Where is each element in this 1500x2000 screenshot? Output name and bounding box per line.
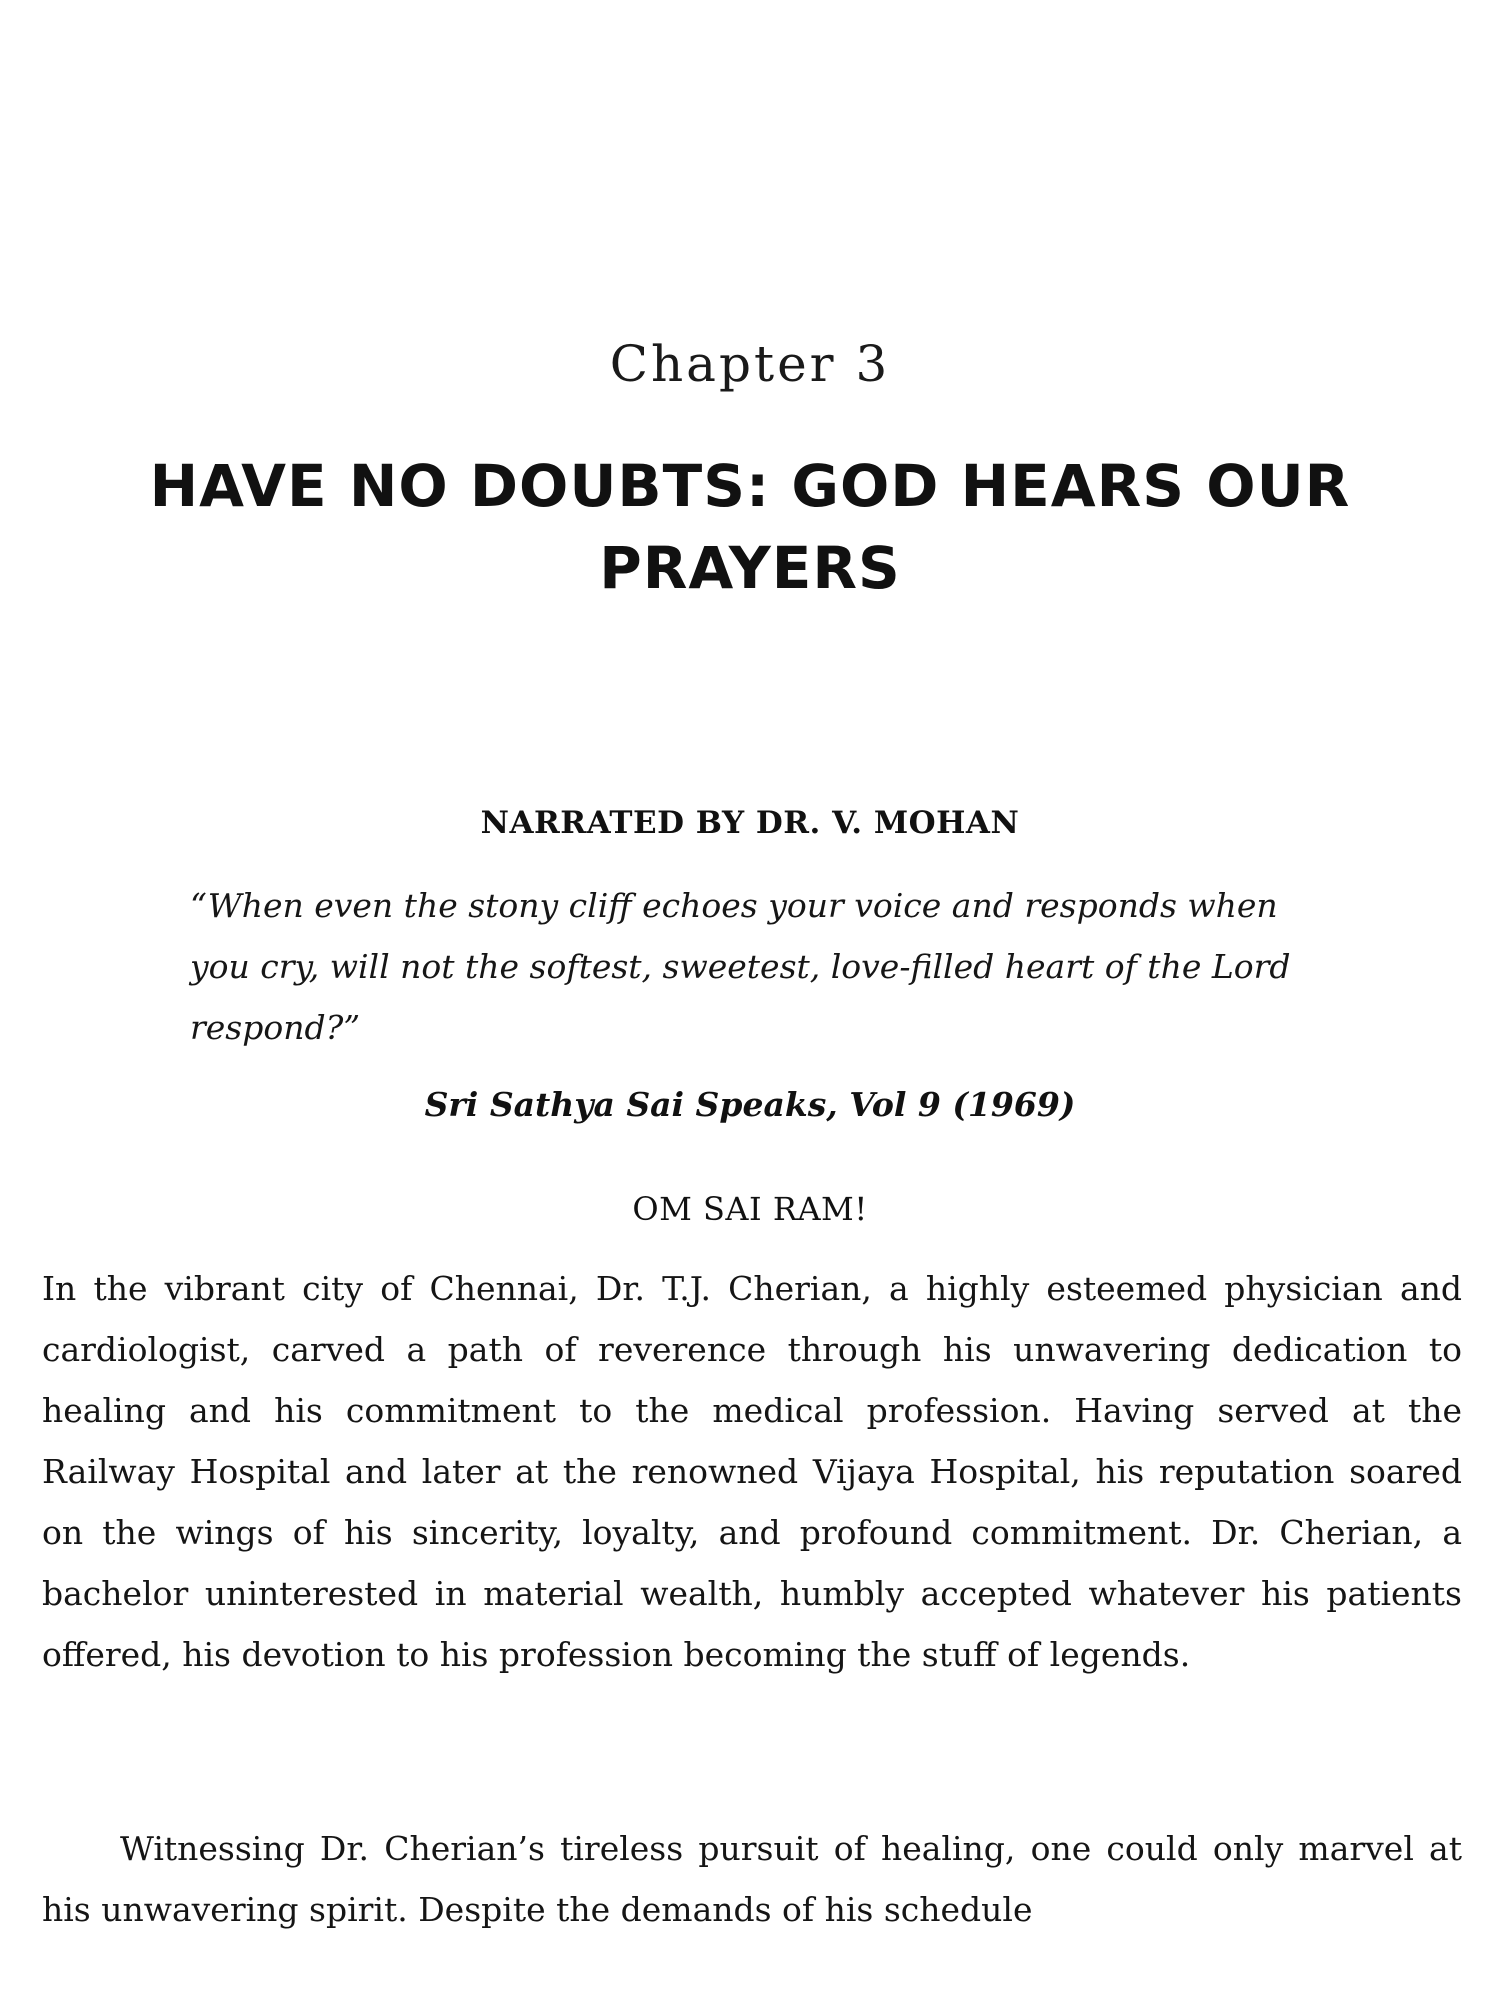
body-paragraph: In the vibrant city of Chennai, Dr. T.J. Cherian, a highly esteemed physician and cardiologist, carved a path of reverence through his unwavering dedication to healing and his commitment to the medical profession. Having served at the Railway Hospital and later at the renowned Vijaya Hospital, his reputation soared on the wings of his sincerity, loyalty, and profound commitment. Dr. Cherian, a bachelor uninterested in material wealth, humbly accepted whatever his patients offered, his devotion to his profession becoming the stuff of legends. (42, 1269, 1462, 1674)
epigraph-source: Sri Sathya Sai Speaks, Vol 9 (1969) (424, 1085, 1076, 1124)
epigraph-quote: “When even the stony cliff echoes your voice and responds when you cry, will not the softest, sweetest, love-filled heart of the Lord respond?” (190, 886, 1291, 1047)
chapter-title: HAVE NO DOUBTS: GOD HEARS OUR PRAYERS (149, 452, 1351, 602)
chapter-number: Chapter 3 (609, 335, 891, 393)
greeting: OM SAI RAM! (632, 1190, 868, 1228)
body-paragraph: Witnessing Dr. Cherian’s tireless pursuit of healing, one could only marvel at his unwavering spirit. Despite the demands of his schedule (42, 1829, 1462, 1929)
narrator-heading: NARRATED BY DR. V. MOHAN (480, 805, 1020, 841)
